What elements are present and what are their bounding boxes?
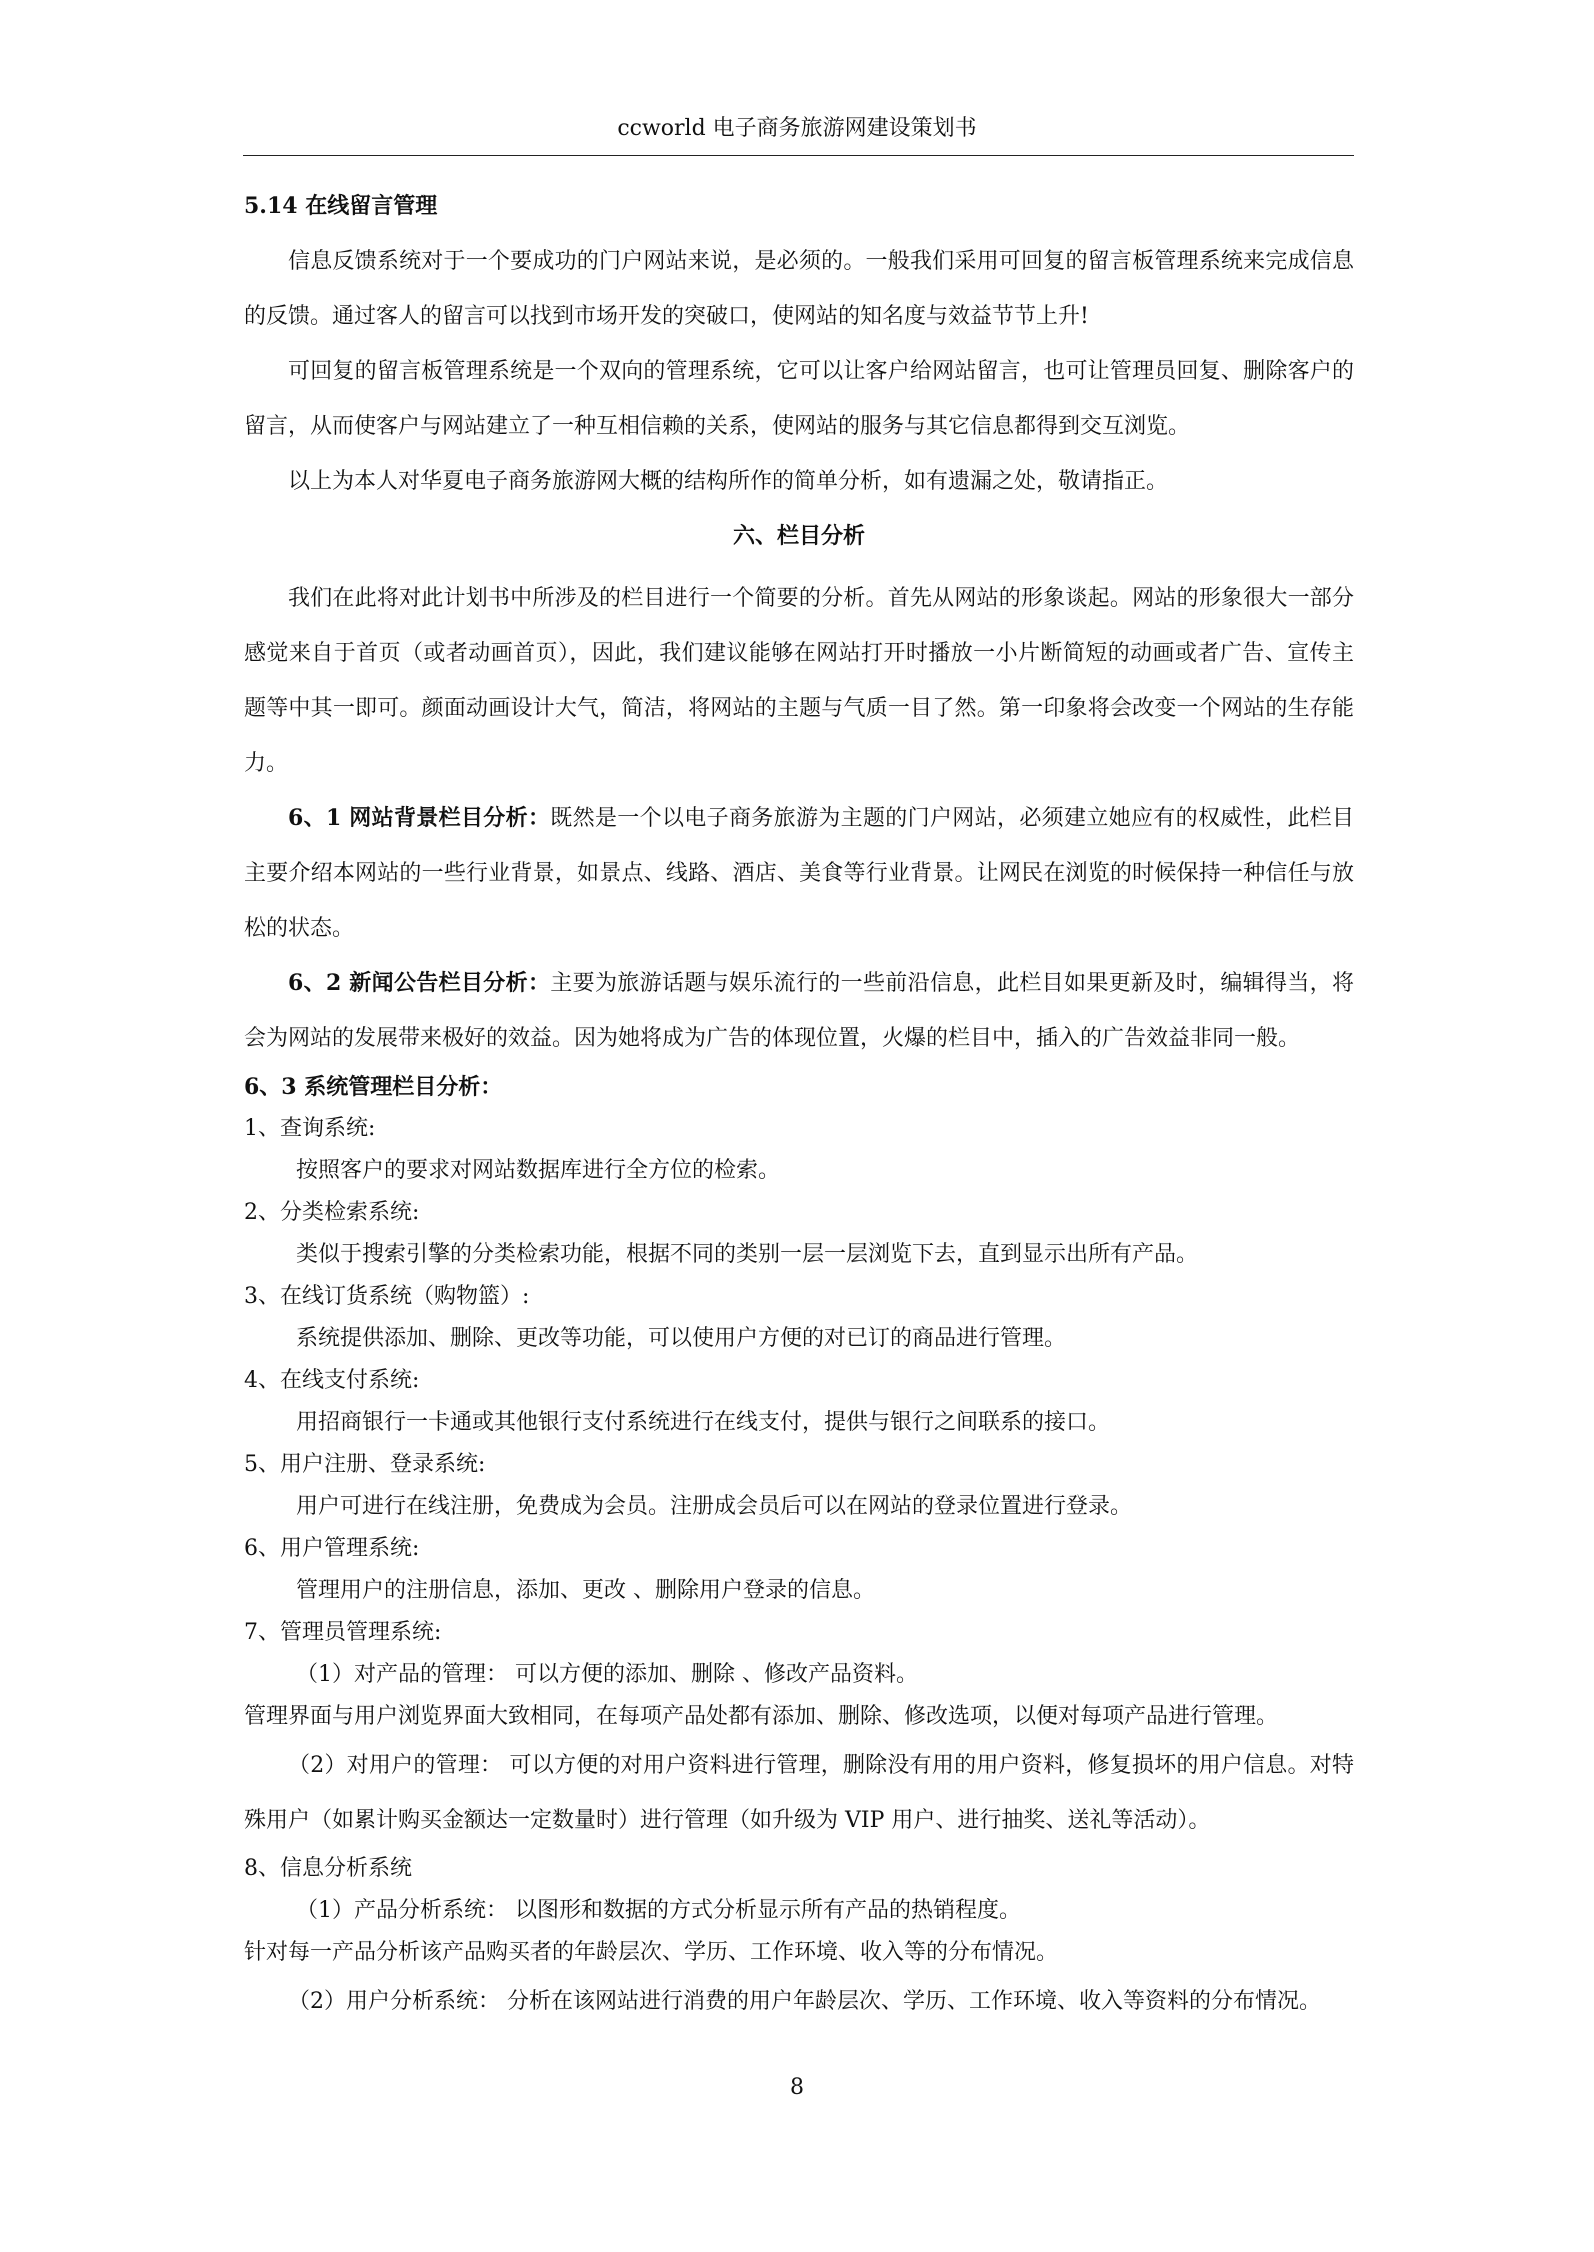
subsection-text: 主要为旅游话题与娱乐流行的一些前沿信息，此栏目如果更新及时，编辑得当，将会为网站的发展带来极好的效益。因为她将成为广告的体现位置，火爆的栏目中，插入的广告效益非同一般。 xyxy=(244,971,1354,1051)
page-number: 8 xyxy=(790,2075,804,2100)
system-description: 系统提供添加、删除、更改等功能，可以使用户方便的对已订的商品进行管理。 xyxy=(296,1326,1067,1351)
subsection-text: 既然是一个以电子商务旅游为主题的门户网站，必须建立她应有的权威性，此栏目主要介绍本网站的一些行业背景，如景点、线路、酒店、美食等行业背景。让网民在浏览的时候保持一种信任与放松的状态。 xyxy=(244,806,1354,941)
paragraph-6-2 xyxy=(244,956,1354,1066)
system-title: 3、在线订货系统（购物篮）: xyxy=(244,1284,530,1309)
header-divider xyxy=(243,155,1354,156)
analysis-item: （2）用户分析系统： 分析在该网站进行消费的用户年龄层次、学历、工作环境、收入等资料的分布情况。 xyxy=(288,1989,1321,2014)
admin-item: （2）对用户的管理： 可以方便的对用户资料进行管理，删除没有用的用户资料，修复损坏的用户信息。对特殊用户（如累计购买金额达一定数量时）进行管理（如升级为 VIP 用户、进行抽奖、送礼等活动）。 xyxy=(244,1753,1354,1833)
system-title: 6、用户管理系统: xyxy=(244,1536,420,1561)
running-header: ccworld 电子商务旅游网建设策划书 xyxy=(617,116,977,141)
paragraph-6-1 xyxy=(244,791,1354,956)
paragraph: 信息反馈系统对于一个要成功的门户网站来说，是必须的。一般我们采用可回复的留言板管理系统来完成信息的反馈。通过客人的留言可以找到市场开发的突破口，使网站的知名度与效益节节上升! xyxy=(244,249,1354,329)
system-title: 7、管理员管理系统: xyxy=(244,1620,442,1645)
system-description: 用招商银行一卡通或其他银行支付系统进行在线支付，提供与银行之间联系的接口。 xyxy=(296,1410,1111,1435)
system-description: 用户可进行在线注册，免费成为会员。注册成会员后可以在网站的登录位置进行登录。 xyxy=(296,1494,1133,1519)
paragraph: 以上为本人对华夏电子商务旅游网大概的结构所作的简单分析，如有遗漏之处，敬请指正。 xyxy=(288,469,1169,494)
admin-item-note: 管理界面与用户浏览界面大致相同，在每项产品处都有添加、删除、修改选项，以便对每项产品进行管理。 xyxy=(244,1704,1279,1729)
system-description: 类似于搜索引擎的分类检索功能，根据不同的类别一层一层浏览下去，直到显示出所有产品。 xyxy=(296,1242,1199,1267)
system-title: 5、用户注册、登录系统: xyxy=(244,1452,486,1477)
subsection-label: 6、2 新闻公告栏目分析： xyxy=(288,970,551,996)
system-description: 管理用户的注册信息，添加、更改 、删除用户登录的信息。 xyxy=(296,1578,875,1603)
paragraph: 我们在此将对此计划书中所涉及的栏目进行一个简要的分析。首先从网站的形象谈起。网站的形象很大一部分感觉来自于首页（或者动画首页），因此，我们建议能够在网站打开时播放一小片断简短的动画或者广告、宣传主题等中其一即可。颜面动画设计大气，简洁，将网站的主题与气质一目了然。第一印象将会改变一个网站的生存能力。 xyxy=(244,586,1354,776)
subsection-heading-6-3: 6、3 系统管理栏目分析： xyxy=(244,1074,503,1100)
subsection-label: 6、1 网站背景栏目分析： xyxy=(288,805,551,831)
analysis-item-note: 针对每一产品分析该产品购买者的年龄层次、学历、工作环境、收入等的分布情况。 xyxy=(244,1940,1059,1965)
paragraph: 可回复的留言板管理系统是一个双向的管理系统，它可以让客户给网站留言，也可让管理员回复、删除客户的留言，从而使客户与网站建立了一种互相信赖的关系，使网站的服务与其它信息都得到交互浏览。 xyxy=(244,359,1354,439)
system-description: 按照客户的要求对网站数据库进行全方位的检索。 xyxy=(296,1158,781,1183)
system-title: 1、查询系统: xyxy=(244,1116,376,1141)
system-title: 8、信息分析系统 xyxy=(244,1856,412,1881)
section-heading-5-14: 5.14 在线留言管理 xyxy=(244,193,438,219)
system-title: 2、分类检索系统: xyxy=(244,1200,420,1225)
admin-item: （1）对产品的管理： 可以方便的添加、删除 、修改产品资料。 xyxy=(296,1662,918,1687)
system-title: 4、在线支付系统: xyxy=(244,1368,420,1393)
analysis-item: （1）产品分析系统： 以图形和数据的方式分析显示所有产品的热销程度。 xyxy=(296,1898,1021,1923)
chapter-heading-6: 六、栏目分析 xyxy=(732,523,865,549)
page-body xyxy=(244,188,1354,2029)
